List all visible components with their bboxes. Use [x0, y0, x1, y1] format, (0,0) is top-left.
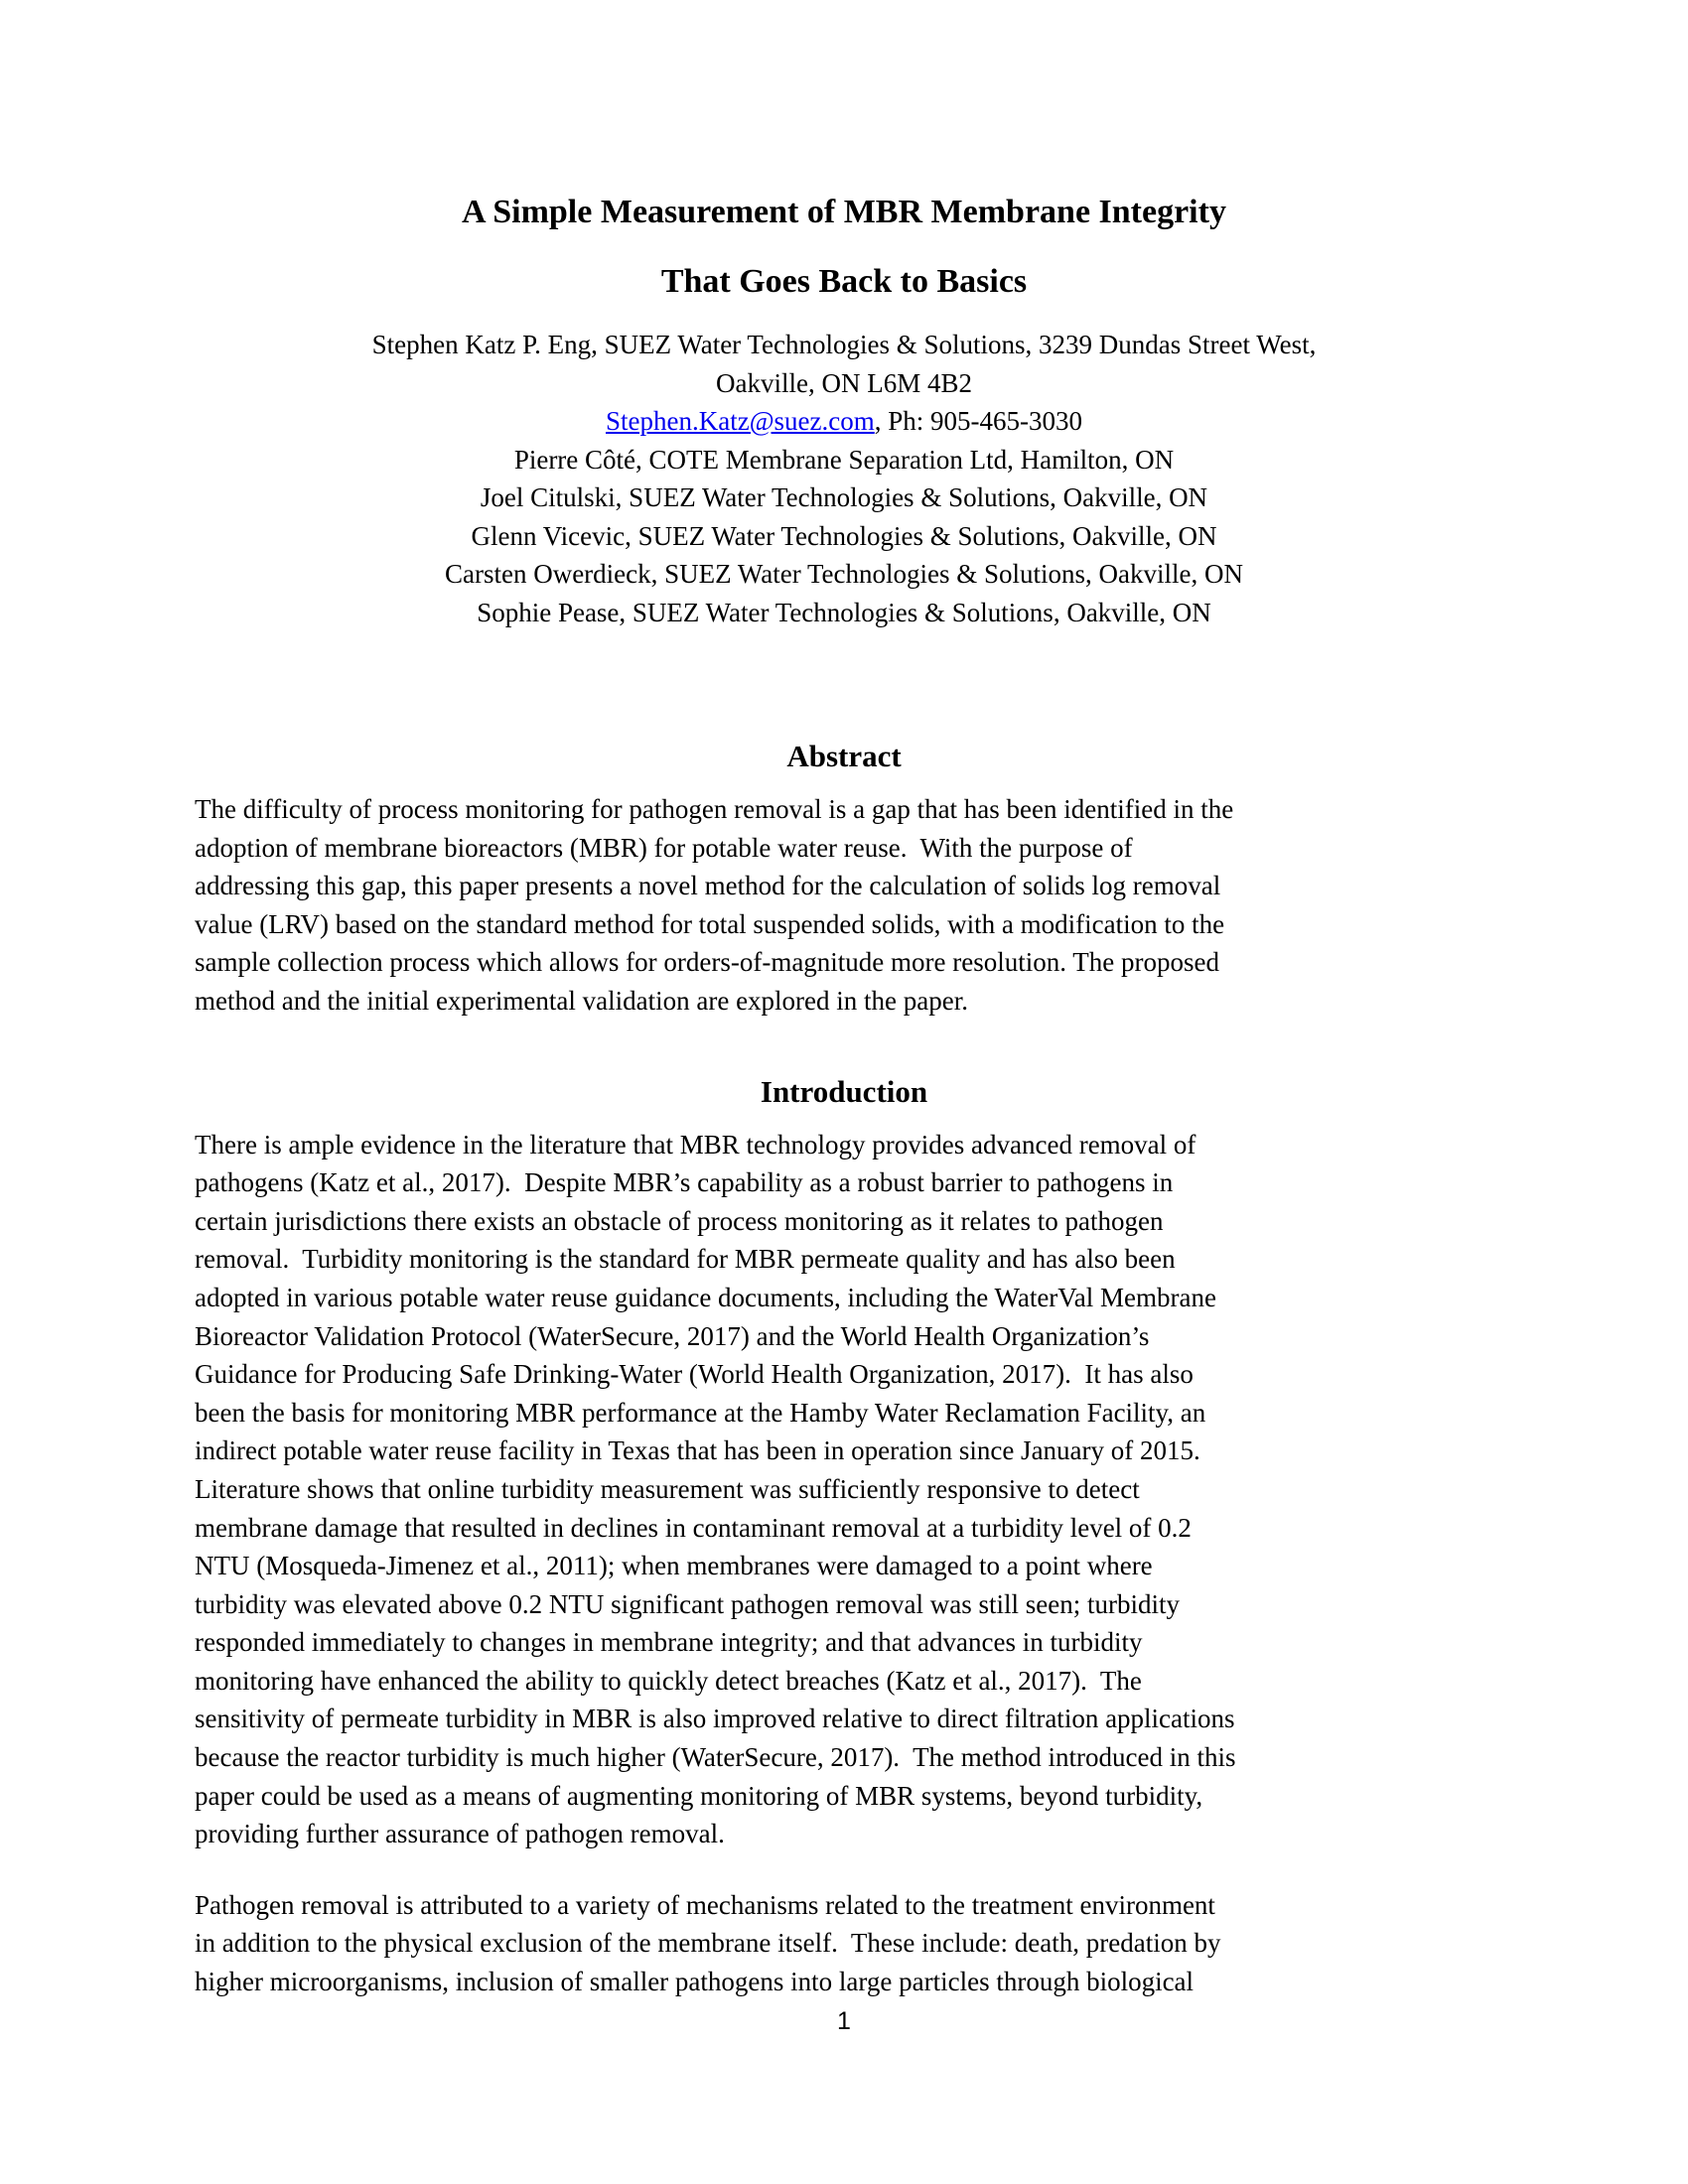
abstract-paragraph: The difficulty of process monitoring for pathogen removal is a gap that has been identified in the adoption of membrane bioreactors (MBR) for potable water reuse. With the purpose of addressing this gap, this paper presents a novel method for the calculation of solids log removal value (LRV) based on the standard method for total suspended solids, with a modification to the sample collection process which allows for orders-of-magnitude more resolution. The proposed method and the initial experimental validation are explored in the paper.	[195, 794, 1234, 1016]
author-contact-line	[195, 402, 1493, 441]
author-line-pierre-cote: Pierre Côté, COTE Membrane Separation Ltd, Hamilton, ON	[513, 444, 1175, 475]
email-link[interactable]: Stephen.Katz@suez.com	[605, 406, 875, 436]
paper-title-line1: A Simple Measurement of MBR Membrane Integrity	[462, 194, 1226, 230]
author-block	[195, 326, 1493, 631]
abstract-heading: Abstract	[786, 739, 902, 773]
page-number: 1	[837, 2007, 851, 2035]
introduction-heading: Introduction	[760, 1073, 928, 1109]
author-line-sophie-pease: Sophie Pease, SUEZ Water Technologies & Solutions, Oakville, ON	[477, 597, 1211, 627]
author-address-line: Oakville, ON L6M 4B2	[716, 367, 972, 398]
paper-title-line2: That Goes Back to Basics	[660, 263, 1028, 300]
phone-text: , Ph: 905-465-3030	[874, 406, 1083, 436]
author-line-joel-citulski: Joel Citulski, SUEZ Water Technologies & Solutions, Oakville, ON	[480, 482, 1208, 512]
introduction-paragraph-1: There is ample evidence in the literature that MBR technology provides advanced removal of pathogens (Katz et al., 2017). Despite MBR’s capability as a robust barrier to pathogens in certain jurisdictions there exists an obstacle of process monitoring as it relates to pathogen removal. Turbidity monitoring is the standard for MBR permeate quality and has also been adopted in various potable water reuse guidance documents, including the WaterVal Membrane Bioreactor Validation Protocol (WaterSecure, 2017) and the World Health Organization’s Guidance for Producing Safe Drinking-Water (World Health Organization, 2017). It has also been the basis for monitoring MBR performance at the Hamby Water Reclamation Facility, an indirect potable water reuse facility in Texas that has been in operation since January of 2015. Literature shows that online turbidity measurement was sufficiently responsive to detect membrane damage that resulted in declines in contaminant removal at a turbidity level of 0.2 NTU (Mosqueda-Jimenez et al., 2011); when membranes were damaged to a point where turbidity was elevated above 0.2 NTU significant pathogen removal was still seen; turbidity responded immediately to changes in membrane integrity; and that advances in turbidity monitoring have enhanced the ability to quickly detect breaches (Katz et al., 2017). The sensitivity of permeate turbidity in MBR is also improved relative to direct filtration applications because the reactor turbidity is much higher (WaterSecure, 2017). The method introduced in this paper could be used as a means of augmenting monitoring of MBR systems, beyond turbidity, providing further assurance of pathogen removal.	[195, 1129, 1236, 1849]
introduction-paragraph-2: Pathogen removal is attributed to a variety of mechanisms related to the treatment environment in addition to the physical exclusion of the membrane itself. These include: death, predation by higher microorganisms, inclusion of smaller pathogens into large particles through biological	[195, 1889, 1221, 1997]
author-line-carsten-owerdieck: Carsten Owerdieck, SUEZ Water Technologies & Solutions, Oakville, ON	[444, 559, 1244, 589]
author-line-glenn-vicevic: Glenn Vicevic, SUEZ Water Technologies & Solutions, Oakville, ON	[471, 520, 1217, 551]
author-affiliation-line: Stephen Katz P. Eng, SUEZ Water Technologies & Solutions, 3239 Dundas Street West,	[371, 330, 1317, 359]
